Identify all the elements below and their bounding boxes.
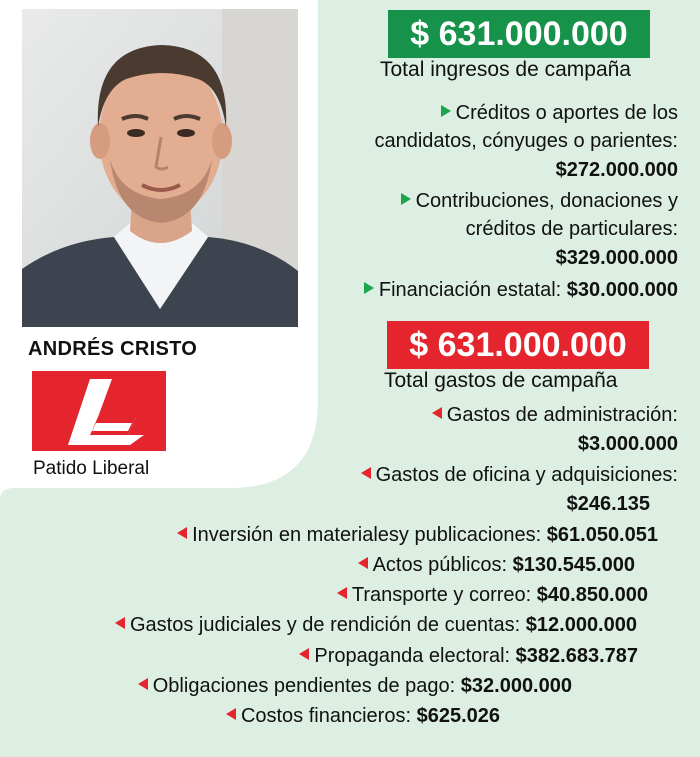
expense-item-1-label: Gastos de administración: — [432, 402, 678, 428]
green-arrow-icon — [441, 105, 451, 117]
income-item-1-line1: Créditos o aportes de los — [441, 100, 678, 126]
expense-item-1-value: $3.000.000 — [577, 433, 678, 455]
expense-item-9: Costos financieros: $625.026 — [226, 703, 500, 729]
expense-item-8: Obligaciones pendientes de pago: $32.000.000 — [138, 673, 572, 699]
income-item-3: Financiación estatal: $30.000.000 — [364, 277, 678, 303]
expense-item-5: Transporte y correo: $40.850.000 — [337, 582, 648, 608]
red-arrow-icon — [358, 557, 368, 569]
red-arrow-icon — [226, 708, 236, 720]
expense-item-2-value: $246.135 — [566, 493, 650, 515]
income-total-badge: $ 631.000.000 — [388, 10, 650, 58]
green-arrow-icon — [401, 193, 411, 205]
red-arrow-icon — [432, 407, 442, 419]
expenses-total-label: Total gastos de campaña — [384, 369, 618, 392]
party-logo — [32, 371, 166, 451]
candidate-name: ANDRÉS CRISTO — [28, 338, 198, 360]
candidate-photo — [22, 9, 298, 327]
income-item-2-value: $329.000.000 — [555, 247, 678, 269]
red-arrow-icon — [138, 678, 148, 690]
red-arrow-icon — [337, 587, 347, 599]
income-item-2-line1: Contribuciones, donaciones y — [401, 188, 678, 214]
expense-item-3: Inversión en materialesy publicaciones: $61.050.051 — [177, 522, 658, 548]
red-arrow-icon — [115, 617, 125, 629]
red-arrow-icon — [299, 648, 309, 660]
expense-item-4: Actos públicos: $130.545.000 — [358, 552, 635, 578]
income-item-1-line2: candidatos, cónyuges o parientes: — [374, 130, 678, 152]
expense-item-6: Gastos judiciales y de rendición de cuentas: $12.000.000 — [115, 612, 637, 638]
expense-item-7: Propaganda electoral: $382.683.787 — [299, 643, 638, 669]
green-arrow-icon — [364, 282, 374, 294]
expense-item-2-label: Gastos de oficina y adquisiciones: — [361, 462, 678, 488]
red-arrow-icon — [361, 467, 371, 479]
expenses-total-badge: $ 631.000.000 — [387, 321, 649, 369]
income-item-2-line2: créditos de particulares: — [465, 218, 678, 240]
income-total-label: Total ingresos de campaña — [380, 58, 631, 81]
party-name: Patido Liberal — [33, 458, 150, 479]
red-arrow-icon — [177, 527, 187, 539]
income-item-1-value: $272.000.000 — [555, 159, 678, 181]
